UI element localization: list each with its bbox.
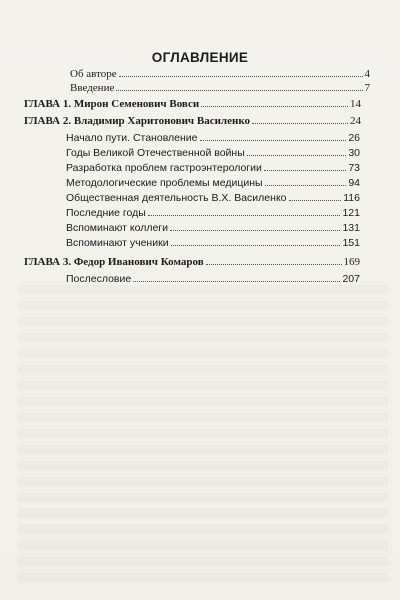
toc-entry <box>66 147 360 160</box>
toc-entry-page: 207 <box>342 273 360 285</box>
toc-entry <box>66 273 360 286</box>
toc-entry-page: 30 <box>348 147 360 159</box>
toc-entry-page: 169 <box>343 256 360 268</box>
toc-leader-dots <box>133 273 340 282</box>
toc-entry-label: ГЛАВА 2. Владимир Харитонович Василенко <box>24 115 251 127</box>
toc-entry-page: 94 <box>348 177 360 189</box>
toc-entry-page: 7 <box>364 82 370 94</box>
page-title: ОГЛАВЛЕНИЕ <box>151 50 249 65</box>
toc-chapter <box>24 256 360 269</box>
toc-entry <box>66 207 360 220</box>
toc-leader-dots <box>116 82 362 91</box>
toc-leader-dots <box>247 147 347 156</box>
toc-entry-page: 14 <box>350 98 361 110</box>
toc-entry-label: Вспоминают ученики <box>66 237 169 249</box>
toc-leader-dots <box>119 68 363 77</box>
toc-chapter <box>24 115 361 128</box>
toc-leader-dots <box>264 162 346 171</box>
toc-entry-label: ГЛАВА 1. Мирон Семенович Вовси <box>24 98 200 110</box>
toc-entry <box>66 162 360 175</box>
toc-entry-label: Введение <box>70 82 115 94</box>
toc-entry-page: 151 <box>342 237 360 249</box>
toc-entry <box>70 68 370 81</box>
toc-entry-label: Методологические проблемы медицины <box>66 177 263 189</box>
toc-entry-label: Общественная деятельность В.Х. Василенко <box>66 192 287 204</box>
toc-entry-label: Начало пути. Становление <box>66 132 198 144</box>
toc-entry <box>66 177 360 190</box>
toc-entry-page: 24 <box>350 115 361 127</box>
toc-entry-page: 131 <box>342 222 360 234</box>
toc-leader-dots <box>289 192 342 201</box>
toc-leader-dots <box>148 207 341 216</box>
toc-entry <box>66 237 360 250</box>
toc-entry-label: Вспоминают коллеги <box>66 222 168 234</box>
toc-chapter <box>24 98 361 111</box>
toc-leader-dots <box>200 132 347 141</box>
toc-entry-label: ГЛАВА 3. Федор Иванович Комаров <box>24 256 204 268</box>
toc-entry-page: 4 <box>364 68 370 80</box>
toc-entry-page: 121 <box>342 207 360 219</box>
toc-leader-dots <box>171 237 341 246</box>
toc-entry <box>66 222 360 235</box>
toc-entry-page: 116 <box>343 192 360 204</box>
toc-entry-page: 73 <box>348 162 360 174</box>
toc-entry <box>70 82 370 95</box>
toc-entry <box>66 132 360 145</box>
toc-leader-dots <box>170 222 340 231</box>
toc-entry <box>66 192 360 205</box>
toc-entry-label: Разработка проблем гастроэнтерологии <box>66 162 262 174</box>
toc-leader-dots <box>252 115 348 124</box>
bleed-through-texture <box>18 285 388 585</box>
toc-entry-label: Об авторе <box>70 68 117 80</box>
toc-leader-dots <box>201 98 348 107</box>
toc-leader-dots <box>265 177 347 186</box>
toc-entry-label: Последние годы <box>66 207 146 219</box>
toc-entry-label: Послесловие <box>66 273 132 285</box>
toc-leader-dots <box>206 256 342 265</box>
toc-entry-label: Годы Великой Отечественной войны <box>66 147 245 159</box>
toc-entry-page: 26 <box>348 132 360 144</box>
